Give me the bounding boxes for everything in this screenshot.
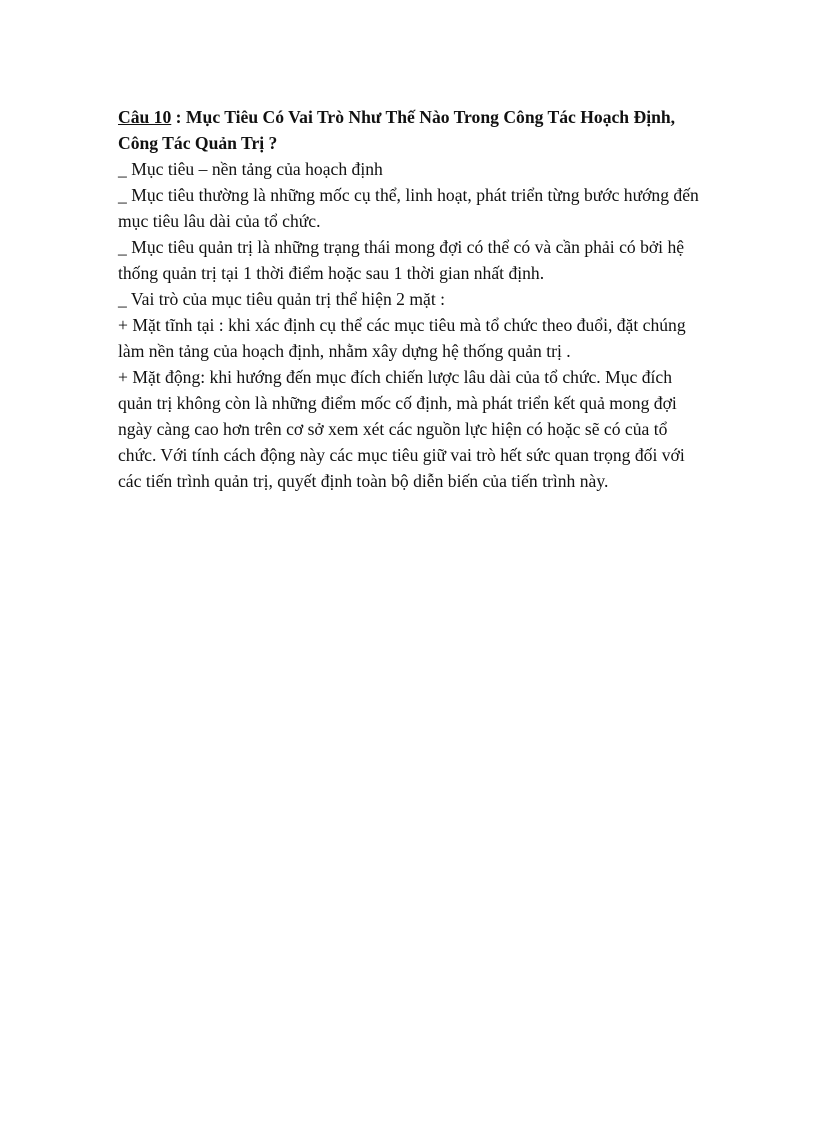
paragraph-static-side: + Mặt tĩnh tại : khi xác định cụ thể các mục tiêu mà tổ chức theo đuổi, đặt chúng làm nền tảng của hoạch định, nhằm xây dựng hệ thống quản trị . — [118, 315, 686, 361]
paragraph-role-two-sides: _ Vai trò của mục tiêu quản trị thể hiện 2 mặt : — [118, 289, 446, 309]
paragraph-foundation: _ Mục tiêu – nền tảng của hoạch định — [118, 159, 383, 179]
question-number: Câu 10 — [118, 107, 172, 127]
paragraph-management-goals: _ Mục tiêu quản trị là những trạng thái mong đợi có thể có và cần phải có bởi hệ thống quản trị tại 1 thời điểm hoặc sau 1 thời gian nhất định. — [118, 237, 685, 283]
question-heading — [118, 104, 708, 156]
document-body — [118, 104, 708, 494]
paragraph-milestones: _ Mục tiêu thường là những mốc cụ thể, linh hoạt, phát triển từng bước hướng đến mục tiêu lâu dài của tổ chức. — [118, 185, 699, 231]
question-title: : Mục Tiêu Có Vai Trò Như Thế Nào Trong Công Tác Hoạch Định, Công Tác Quản Trị ? — [118, 107, 676, 153]
paragraph-dynamic-side: + Mặt động: khi hướng đến mục đích chiến lược lâu dài của tổ chức. Mục đích quản trị không còn là những điểm mốc cố định, mà phát triển kết quả mong đợi ngày càng cao hơn trên cơ sở xem xét các nguồn lực hiện có hoặc sẽ có của tổ chức. Với tính cách động này các mục tiêu giữ vai trò hết sức quan trọng đối với các tiến trình quản trị, quyết định toàn bộ diễn biến của tiến trình này. — [118, 367, 685, 491]
